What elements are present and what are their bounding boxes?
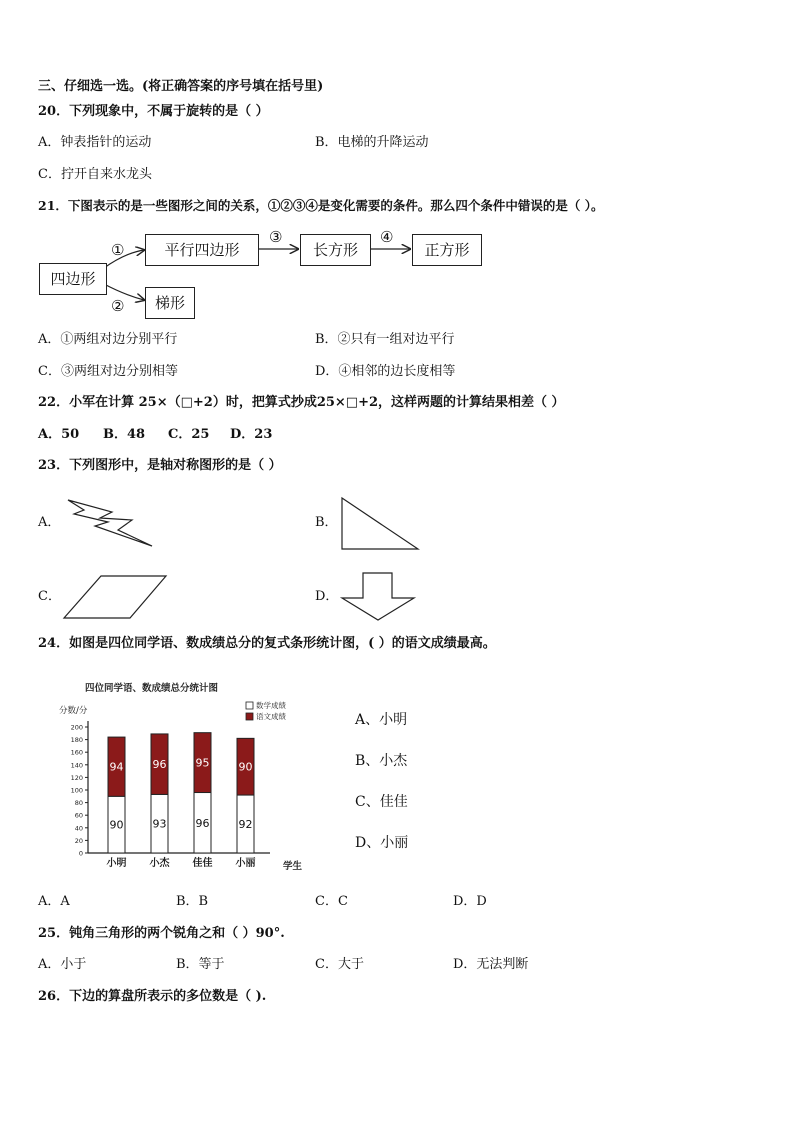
lightning-shape <box>68 500 152 546</box>
y-tick-label: 200 <box>70 723 83 732</box>
box-quadrilateral: 四边形 <box>39 263 107 295</box>
q21-option-d[interactable]: D．④相邻的边长度相等 <box>315 364 456 379</box>
q25-stem: 25．钝角三角形的两个锐角之和（ ）90°. <box>38 926 285 941</box>
section-header: 三、仔细选一选。(将正确答案的序号填在括号里) <box>38 79 324 94</box>
q24-option-a[interactable]: A．A <box>38 894 70 909</box>
y-tick-label: 0 <box>78 849 83 858</box>
q23-option-d[interactable]: D． <box>315 589 339 604</box>
condition-4-label: ④ <box>380 228 394 246</box>
q22-option-c[interactable]: C．25 <box>168 427 210 442</box>
x-category-label: 小杰 <box>149 858 170 869</box>
q22-option-d[interactable]: D．23 <box>230 427 273 442</box>
chart-bars <box>107 733 256 869</box>
q24-option-b[interactable]: B．B <box>176 894 209 909</box>
chart-title: 四位同学语、数成绩总分统计图 <box>85 683 219 694</box>
box-square: 正方形 <box>412 234 482 266</box>
q21-option-a[interactable]: A．①两组对边分别平行 <box>38 332 178 347</box>
y-tick-label: 140 <box>70 761 83 770</box>
q23-option-b[interactable]: B． <box>315 515 338 530</box>
chart-xlabel: 学生 <box>283 861 303 872</box>
bar-value-label: 92 <box>238 818 253 832</box>
q25-option-b[interactable]: B．等于 <box>176 957 225 972</box>
q24-side-option-c: C、佳佳 <box>355 794 408 810</box>
q24-stem: 24．如图是四位同学语、数成绩总分的复式条形统计图，( ）的语文成绩最高。 <box>38 636 496 651</box>
bar-value-label: 96 <box>152 758 167 772</box>
y-tick-label: 40 <box>74 824 83 833</box>
q21-option-b[interactable]: B．②只有一组对边平行 <box>315 332 455 347</box>
legend-label: 数学成绩 <box>256 701 286 710</box>
legend-swatch <box>246 702 253 709</box>
chart-legend <box>246 700 286 721</box>
q23-option-c[interactable]: C． <box>38 589 61 604</box>
bar-value-label: 90 <box>238 760 253 774</box>
q21-diagram-arrows <box>0 0 794 330</box>
q25-option-a[interactable]: A．小于 <box>38 957 87 972</box>
q25-option-c[interactable]: C．大于 <box>315 957 364 972</box>
q23-option-a[interactable]: A． <box>38 515 61 530</box>
bar-value-label: 93 <box>152 817 167 831</box>
down-arrow-shape <box>342 573 414 620</box>
q24-bar-chart <box>55 675 315 875</box>
x-category-label: 小丽 <box>235 858 256 869</box>
q24-side-option-a: A、小明 <box>355 712 408 728</box>
q20-option-a[interactable]: A．钟表指针的运动 <box>38 135 152 150</box>
q21-stem: 21．下图表示的是一些图形之间的关系，①②③④是变化需要的条件。那么四个条件中错误的是（ ）。 <box>38 198 604 213</box>
q24-option-c[interactable]: C．C <box>315 894 348 909</box>
legend-swatch <box>246 713 253 720</box>
box-rectangle: 长方形 <box>300 234 371 266</box>
q26-stem: 26．下边的算盘所表示的多位数是（ ). <box>38 989 267 1004</box>
y-tick-label: 60 <box>74 811 83 820</box>
y-tick-label: 100 <box>70 786 83 795</box>
x-category-label: 小明 <box>106 858 127 869</box>
bar-value-label: 90 <box>109 818 124 832</box>
condition-2-label: ② <box>111 297 125 315</box>
q24-option-d[interactable]: D．D <box>453 894 487 909</box>
q23-shapes <box>0 490 794 630</box>
right-triangle-shape <box>342 498 418 549</box>
x-category-label: 佳佳 <box>192 858 213 869</box>
bar-value-label: 94 <box>109 760 124 774</box>
y-tick-label: 180 <box>70 736 83 745</box>
q20-stem: 20．下列现象中，不属于旋转的是（ ） <box>38 104 269 119</box>
bar-value-label: 96 <box>195 816 210 830</box>
q22-stem: 22．小军在计算 25×（□+2）时，把算式抄成25×□+2，这样两题的计算结果相差（ ） <box>38 395 565 410</box>
q25-option-d[interactable]: D．无法判断 <box>453 957 529 972</box>
legend-label: 语文成绩 <box>256 712 286 721</box>
box-trapezoid: 梯形 <box>145 287 195 319</box>
y-tick-label: 120 <box>70 773 83 782</box>
y-tick-label: 20 <box>74 836 83 845</box>
condition-3-label: ③ <box>269 228 283 246</box>
q23-stem: 23．下列图形中，是轴对称图形的是（ ） <box>38 458 282 473</box>
q24-side-option-d: D、小丽 <box>355 835 409 851</box>
condition-1-label: ① <box>111 241 125 259</box>
q20-option-b[interactable]: B．电梯的升降运动 <box>315 135 429 150</box>
q22-option-b[interactable]: B．48 <box>103 427 146 442</box>
q21-option-c[interactable]: C．③两组对边分别相等 <box>38 364 178 379</box>
q20-option-c[interactable]: C．拧开自来水龙头 <box>38 167 152 182</box>
y-tick-label: 160 <box>70 748 83 757</box>
y-tick-label: 80 <box>74 799 83 808</box>
parallelogram-shape <box>64 576 166 618</box>
box-parallelogram: 平行四边形 <box>145 234 259 266</box>
bar-value-label: 95 <box>195 756 210 770</box>
q24-side-option-b: B、小杰 <box>355 753 408 769</box>
q22-option-a[interactable]: A．50 <box>38 427 80 442</box>
chart-ylabel: 分数/分 <box>59 706 88 716</box>
